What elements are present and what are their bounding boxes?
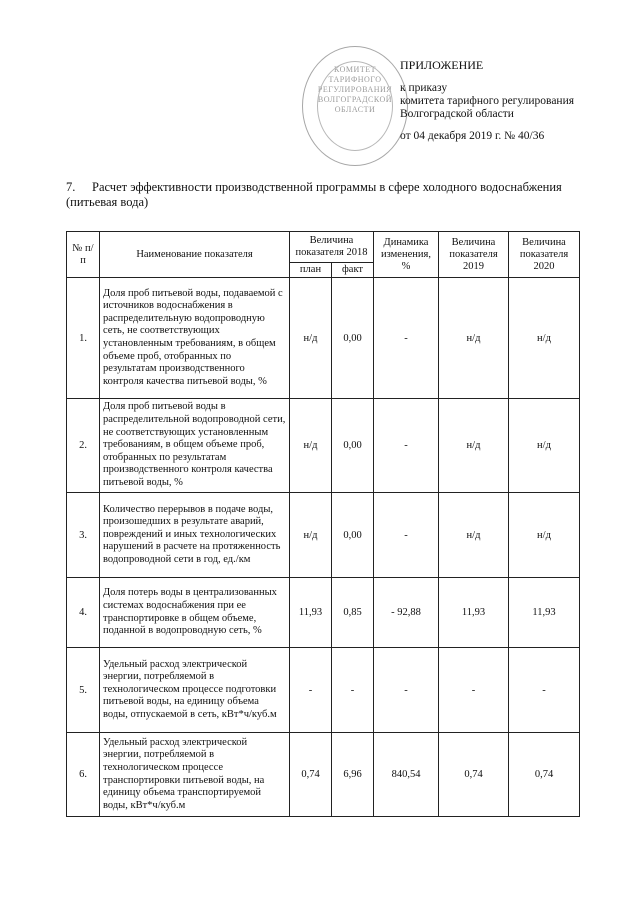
row-number: 4.: [67, 578, 100, 648]
indicator-name: Доля потерь воды в централизованных системах водоснабжения при ее транспортировке в общем объеме, поданной в водопроводную сеть, %: [100, 578, 290, 648]
cell-dynamics: -: [374, 648, 439, 733]
cell-2019: -: [439, 648, 509, 733]
header-plan: план: [290, 263, 332, 278]
cell-plan: 11,93: [290, 578, 332, 648]
cell-plan: н/д: [290, 399, 332, 493]
section-title: Расчет эффективности производственной программы в сфере холодного водоснабжения (питьевая вода): [66, 180, 562, 209]
seal-line: КОМИТЕТ: [334, 65, 376, 74]
section-heading: [66, 180, 588, 210]
appendix-line: Волгоградской области: [400, 108, 514, 120]
cell-fact: 0,00: [332, 399, 374, 493]
table-row: [67, 733, 580, 817]
cell-2019: н/д: [439, 278, 509, 399]
cell-fact: 0,00: [332, 278, 374, 399]
header-dynamics: Динамика изменения, %: [374, 232, 439, 278]
section-number: 7.: [66, 180, 76, 194]
row-number: 6.: [67, 733, 100, 817]
indicator-name: Доля проб питьевой воды, подаваемой с источников водоснабжения в распределительную водопроводную сеть, не соответствующих установленным требованиям, в общем объеме проб, отобранных по результатам производственного контроля качества питьевой воды, %: [100, 278, 290, 399]
seal-line: ОБЛАСТИ: [334, 105, 376, 114]
header-value-2019: Величина показателя 2019: [439, 232, 509, 278]
header-value-2020: Величина показателя 2020: [509, 232, 580, 278]
cell-fact: 0,00: [332, 493, 374, 578]
seal-line: РЕГУЛИРОВАНИЯ: [317, 85, 393, 94]
header-no: № п/п: [67, 232, 100, 278]
row-number: 5.: [67, 648, 100, 733]
cell-plan: н/д: [290, 493, 332, 578]
appendix-line: комитета тарифного регулирования: [400, 95, 575, 107]
table-row: [67, 399, 580, 493]
official-seal: [302, 46, 408, 166]
seal-line: ВОЛГОГРАДСКОЙ: [317, 95, 393, 104]
header-name: Наименование показателя: [100, 232, 290, 278]
cell-dynamics: -: [374, 493, 439, 578]
cell-dynamics: - 92,88: [374, 578, 439, 648]
indicator-name: Количество перерывов в подаче воды, произошедших в результате аварий, повреждений и иных технологических нарушений в расчете на протяженность водопроводной сети в год, ед./км: [100, 493, 290, 578]
cell-2019: 0,74: [439, 733, 509, 817]
cell-2020: н/д: [509, 493, 580, 578]
table-row: [67, 278, 580, 399]
cell-plan: -: [290, 648, 332, 733]
indicator-name: Доля проб питьевой воды в распределительной водопроводной сети, не соответствующих установленным требованиям, в общем объеме проб, отобранных по результатам производственного контроля качества питьевой воды, %: [100, 399, 290, 493]
row-number: 2.: [67, 399, 100, 493]
cell-dynamics: -: [374, 399, 439, 493]
cell-fact: -: [332, 648, 374, 733]
cell-fact: 6,96: [332, 733, 374, 817]
cell-2020: н/д: [509, 278, 580, 399]
appendix-title: ПРИЛОЖЕНИЕ: [400, 58, 484, 72]
cell-2019: 11,93: [439, 578, 509, 648]
indicator-name: Удельный расход электрической энергии, потребляемой в технологическом процессе транспортировки питьевой воды, на единицу объема транспортируемой воды, кВт*ч/куб.м: [100, 733, 290, 817]
seal-text: [303, 65, 407, 115]
table-row: [67, 493, 580, 578]
cell-plan: н/д: [290, 278, 332, 399]
seal-line: ТАРИФНОГО: [328, 75, 382, 84]
appendix-line: к приказу: [400, 82, 448, 94]
header-value-2018: Величина показателя 2018: [290, 232, 374, 263]
appendix-date: от 04 декабря 2019 г. № 40/36: [400, 130, 545, 142]
cell-2020: 0,74: [509, 733, 580, 817]
row-number: 1.: [67, 278, 100, 399]
efficiency-table: [66, 231, 580, 817]
table-row: [67, 578, 580, 648]
cell-dynamics: -: [374, 278, 439, 399]
cell-fact: 0,85: [332, 578, 374, 648]
cell-dynamics: 840,54: [374, 733, 439, 817]
cell-2020: н/д: [509, 399, 580, 493]
cell-plan: 0,74: [290, 733, 332, 817]
cell-2020: 11,93: [509, 578, 580, 648]
table-header-row: [67, 232, 580, 263]
cell-2020: -: [509, 648, 580, 733]
table-row: [67, 648, 580, 733]
cell-2019: н/д: [439, 493, 509, 578]
row-number: 3.: [67, 493, 100, 578]
header-fact: факт: [332, 263, 374, 278]
indicator-name: Удельный расход электрической энергии, потребляемой в технологическом процессе подготовки питьевой воды, на единицу объема воды, отпускаемой в сеть, кВт*ч/куб.м: [100, 648, 290, 733]
cell-2019: н/д: [439, 399, 509, 493]
appendix-block: [400, 59, 574, 143]
